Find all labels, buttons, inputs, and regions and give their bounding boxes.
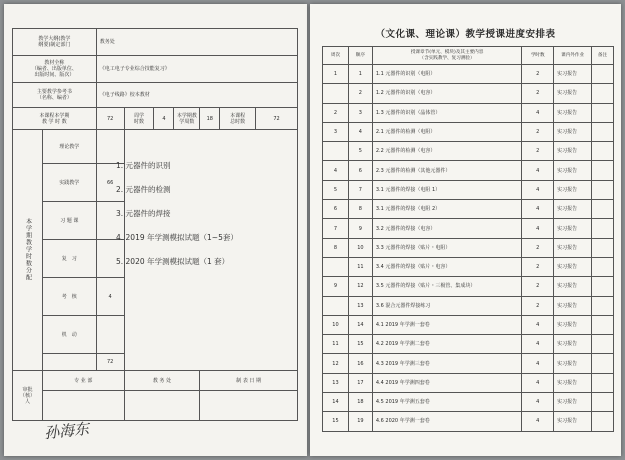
- cell-seq: 9: [348, 219, 372, 238]
- cell-content: 3.3 元器件的焊接（贴片・电阻）: [372, 238, 521, 257]
- alloc-flex-label: 机 动: [42, 316, 96, 354]
- cell-seq: 16: [348, 354, 372, 373]
- cell-seq: 18: [348, 393, 372, 412]
- cell-content: 4.1 2019 年学测一套卷: [372, 315, 521, 334]
- cell-content: 3.1 元器件的焊接（电阻 1）: [372, 180, 521, 199]
- approval-col-date: 制 表 日 期: [200, 371, 298, 391]
- cell-homework: 实习报告: [554, 354, 592, 373]
- cell-week: 12: [323, 354, 349, 373]
- left-page: [4, 4, 307, 456]
- cell-homework: 实习报告: [554, 393, 592, 412]
- table-row: [323, 315, 614, 334]
- cell-homework: 实习报告: [554, 65, 592, 84]
- weeks-label: 本学期教 学周数: [174, 108, 200, 130]
- cell-homework: 实习报告: [554, 180, 592, 199]
- cell-notes: [592, 200, 614, 219]
- cell-notes: [592, 296, 614, 315]
- cell-week: 15: [323, 412, 349, 431]
- cell-content: 2.2 元器件的检测（电容）: [372, 142, 521, 161]
- cell-notes: [592, 335, 614, 354]
- cell-seq: 17: [348, 373, 372, 392]
- cell-notes: [592, 103, 614, 122]
- cell-week: [323, 296, 349, 315]
- cell-content: 4.3 2019 年学测三套卷: [372, 354, 521, 373]
- header-hours: 学时数: [522, 47, 554, 65]
- cell-seq: 5: [348, 142, 372, 161]
- cell-homework: 实习报告: [554, 142, 592, 161]
- cell-hours: 2: [522, 65, 554, 84]
- cell-week: 3: [323, 122, 349, 141]
- cell-notes: [592, 393, 614, 412]
- cell-week: 9: [323, 277, 349, 296]
- cell-hours: 4: [522, 354, 554, 373]
- approval-col-dept: 专 业 部: [42, 371, 124, 391]
- cell-homework: 实习报告: [554, 335, 592, 354]
- cell-content: 2.1 元器件的检测（电阻）: [372, 122, 521, 141]
- cell-week: 1: [323, 65, 349, 84]
- table-row: [323, 277, 614, 296]
- table-row: [323, 412, 614, 431]
- cell-homework: 实习报告: [554, 219, 592, 238]
- plan-item: 1. 元器件的识别: [116, 161, 171, 170]
- teaching-plan-list: [116, 154, 238, 274]
- cell-hours: 4: [522, 373, 554, 392]
- approval-col-academic: 教 务 处: [124, 371, 200, 391]
- table-row: [323, 219, 614, 238]
- cell-hours: 4: [522, 103, 554, 122]
- cell-seq: 1: [348, 65, 372, 84]
- cell-notes: [592, 142, 614, 161]
- syllabus-value: 教务处: [96, 29, 297, 56]
- cell-homework: 实习报告: [554, 373, 592, 392]
- alloc-exam-value: 4: [96, 278, 124, 316]
- alloc-total-label: [42, 354, 96, 371]
- cell-seq: 3: [348, 103, 372, 122]
- cell-hours: 4: [522, 219, 554, 238]
- cell-notes: [592, 65, 614, 84]
- approval-sign-academic: [124, 391, 200, 421]
- cell-notes: [592, 180, 614, 199]
- cell-content: 3.2 元器件的焊接（电容）: [372, 219, 521, 238]
- table-row: [323, 180, 614, 199]
- cell-hours: 2: [522, 84, 554, 103]
- textbook-label: 教材全称 （编者、出版单位、 出版时间、版次）: [13, 56, 97, 83]
- approval-sign-dept: [42, 391, 124, 421]
- reference-value: 《电子线路》校本教材: [96, 83, 297, 108]
- cell-seq: 8: [348, 200, 372, 219]
- reference-label: 主要教学参考书 （名称、编者）: [13, 83, 97, 108]
- cell-week: [323, 84, 349, 103]
- cell-content: 3.1 元器件的焊接（电阻 2）: [372, 200, 521, 219]
- cell-week: 13: [323, 373, 349, 392]
- header-content: 授课章节(单元、模块)及其主要内容 （含实践教学、复习测验）: [372, 47, 521, 65]
- weeks-value: 18: [200, 108, 220, 130]
- cell-hours: 4: [522, 412, 554, 431]
- cell-content: 1.3 元器件的识别（晶体管）: [372, 103, 521, 122]
- schedule-table: [322, 46, 614, 432]
- cell-week: [323, 257, 349, 276]
- cell-seq: 4: [348, 122, 372, 141]
- cell-seq: 11: [348, 257, 372, 276]
- plan-item: 4. 2019 年学测模拟试题（1~5套）: [116, 233, 238, 242]
- cell-notes: [592, 373, 614, 392]
- alloc-flex-value: [96, 316, 124, 354]
- cell-hours: 4: [522, 335, 554, 354]
- table-row: [323, 103, 614, 122]
- cell-seq: 6: [348, 161, 372, 180]
- allocation-label: 本学期教学时数分配: [13, 130, 43, 371]
- cell-homework: 实习报告: [554, 161, 592, 180]
- cell-hours: 4: [522, 393, 554, 412]
- cell-seq: 7: [348, 180, 372, 199]
- cell-notes: [592, 84, 614, 103]
- cell-homework: 实习报告: [554, 277, 592, 296]
- cell-content: 1.1 元器件的识别（电阻）: [372, 65, 521, 84]
- cell-hours: 4: [522, 315, 554, 334]
- cell-content: 1.2 元器件的识别（电容）: [372, 84, 521, 103]
- total-hours-value: 72: [96, 108, 124, 130]
- weekly-hours-value: 4: [154, 108, 174, 130]
- alloc-review-label: 复 习: [42, 240, 96, 278]
- cell-content: 4.5 2019 年学测五套卷: [372, 393, 521, 412]
- course-total-label: 本课程 总时数: [220, 108, 256, 130]
- cell-homework: 实习报告: [554, 257, 592, 276]
- cell-seq: 2: [348, 84, 372, 103]
- cell-notes: [592, 238, 614, 257]
- cell-week: 2: [323, 103, 349, 122]
- cell-week: 5: [323, 180, 349, 199]
- cell-notes: [592, 257, 614, 276]
- cell-hours: 2: [522, 296, 554, 315]
- cell-content: 3.6 混合元器件焊接练习: [372, 296, 521, 315]
- cell-homework: 实习报告: [554, 122, 592, 141]
- cell-week: 7: [323, 219, 349, 238]
- cell-hours: 2: [522, 122, 554, 141]
- cell-seq: 19: [348, 412, 372, 431]
- approval-label: 审批 （核） 人: [13, 371, 43, 421]
- plan-item: 5. 2020 年学测模拟试题（1 套）: [116, 257, 230, 266]
- cell-homework: 实习报告: [554, 296, 592, 315]
- cell-hours: 2: [522, 238, 554, 257]
- cell-notes: [592, 354, 614, 373]
- cell-homework: 实习报告: [554, 84, 592, 103]
- total-hours-label: 本课程本学期 教 学 时 数: [13, 108, 97, 130]
- cell-week: 11: [323, 335, 349, 354]
- table-row: [323, 296, 614, 315]
- schedule-header-row: [323, 47, 614, 65]
- weekly-hours-label: 周学 时数: [124, 108, 154, 130]
- table-row: [323, 161, 614, 180]
- table-row: [323, 122, 614, 141]
- textbook-value: 《电工电子专业综合技能复习》: [96, 56, 297, 83]
- cell-week: 8: [323, 238, 349, 257]
- handwritten-signature: 孙海东: [43, 419, 90, 443]
- cell-notes: [592, 219, 614, 238]
- cell-notes: [592, 315, 614, 334]
- cell-hours: 2: [522, 257, 554, 276]
- cell-homework: 实习报告: [554, 200, 592, 219]
- table-row: [323, 393, 614, 412]
- header-seq: 顺序: [348, 47, 372, 65]
- cell-content: 3.4 元器件的焊接（贴片・电容）: [372, 257, 521, 276]
- table-row: [323, 257, 614, 276]
- table-row: [323, 200, 614, 219]
- cell-hours: 2: [522, 277, 554, 296]
- alloc-practice-value: 66: [96, 164, 124, 202]
- alloc-total-value: 72: [96, 354, 124, 371]
- cell-hours: 4: [522, 180, 554, 199]
- cell-content: 3.5 元器件的焊接（贴片・三极管、集成块）: [372, 277, 521, 296]
- alloc-exercise-label: 习 题 课: [42, 202, 96, 240]
- alloc-exam-label: 考 核: [42, 278, 96, 316]
- table-row: [323, 142, 614, 161]
- plan-item: 3. 元器件的焊接: [116, 209, 171, 218]
- cell-week: 4: [323, 161, 349, 180]
- cell-hours: 4: [522, 161, 554, 180]
- cell-content: 2.3 元器件的检测（其他元器件）: [372, 161, 521, 180]
- table-row: [323, 84, 614, 103]
- cell-homework: 实习报告: [554, 412, 592, 431]
- cell-homework: 实习报告: [554, 103, 592, 122]
- cell-week: 10: [323, 315, 349, 334]
- cell-homework: 实习报告: [554, 238, 592, 257]
- cell-content: 4.4 2019 年学测四套卷: [372, 373, 521, 392]
- syllabus-label: 教学大纲(教学 纲要)制定部门: [13, 29, 97, 56]
- cell-seq: 10: [348, 238, 372, 257]
- alloc-practice-label: 实践教学: [42, 164, 96, 202]
- header-homework: 课内外作业: [554, 47, 592, 65]
- cell-content: 4.2 2019 年学测二套卷: [372, 335, 521, 354]
- cell-homework: 实习报告: [554, 315, 592, 334]
- table-row: [323, 373, 614, 392]
- right-page: [310, 4, 621, 456]
- table-row: [323, 354, 614, 373]
- cell-notes: [592, 412, 614, 431]
- cell-seq: 13: [348, 296, 372, 315]
- cell-hours: 4: [522, 200, 554, 219]
- cell-content: 4.6 2020 年学测一套卷: [372, 412, 521, 431]
- cell-hours: 2: [522, 142, 554, 161]
- cell-week: 14: [323, 393, 349, 412]
- cell-seq: 15: [348, 335, 372, 354]
- table-row: [323, 335, 614, 354]
- table-row: [323, 238, 614, 257]
- cell-week: 6: [323, 200, 349, 219]
- schedule-title: （文化课、理论课）教学授课进度安排表: [375, 29, 556, 40]
- cell-notes: [592, 161, 614, 180]
- course-total-value: 72: [256, 108, 298, 130]
- table-row: [323, 65, 614, 84]
- cell-seq: 12: [348, 277, 372, 296]
- alloc-theory-label: 理论教学: [42, 130, 96, 164]
- plan-item: 2. 元器件的检测: [116, 185, 171, 194]
- cell-notes: [592, 277, 614, 296]
- cell-week: [323, 142, 349, 161]
- header-notes: 备注: [592, 47, 614, 65]
- header-week: 周次: [323, 47, 349, 65]
- cell-notes: [592, 122, 614, 141]
- cell-seq: 14: [348, 315, 372, 334]
- approval-sign-date: [200, 391, 298, 421]
